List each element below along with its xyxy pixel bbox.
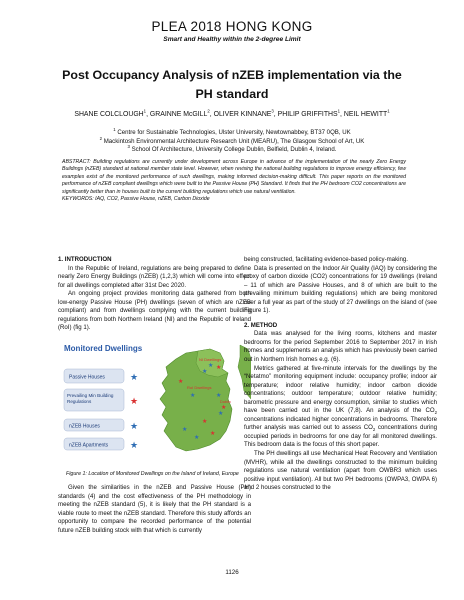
author-affiliation-mark: 2 (207, 108, 210, 114)
legend-item (64, 369, 138, 383)
section-heading-method: 2. METHOD (244, 321, 278, 329)
blue-star-icon: ★ (130, 421, 139, 432)
legend-item (64, 438, 138, 451)
section-heading-introduction: 1. INTRODUCTION (58, 256, 112, 263)
paragraph: An ongoing project provides monitoring data gathered from both low-energy Passive House (PH) dwellings (seven of which are nZEB compliant) and from dwellings complying with the current building regulations from both Northern Ireland (NI) and the Republic of Ireland (RoI) (fig 1). (58, 290, 251, 332)
dwelling-marker-icon: ★ (202, 367, 208, 375)
abstract (62, 159, 406, 203)
affiliation-text: Mackintosh Environmental Architecture Research Unit (MEARU), The Glasgow School of Art, UK (103, 137, 365, 145)
legend-item (64, 419, 138, 432)
map-label: Dublin (220, 399, 231, 404)
author-name: SHANE COLCLOUGH (74, 111, 144, 118)
affiliation-mark: 2 (99, 135, 102, 141)
paragraph: Given the similarities in the nZEB and Passive House (PH) standards (4) and the cost effectiveness of the PH methodology in meeting the nZEB standard (5), it is likely that the PH standard is a viable route to meet the nZEB standard. Therefore this study affords an opportunity to compare the recorded performance of the potential future nZEB building stock with that which is currently (58, 484, 251, 534)
affiliation (0, 146, 464, 155)
map-label: RoI Dwellings (187, 384, 212, 390)
legend-item (64, 389, 138, 411)
affiliation-list (0, 126, 464, 155)
paper-title-line-2: PH standard (195, 87, 269, 101)
author-name: NEIL HEWITT (343, 111, 388, 118)
blue-star-icon: ★ (130, 440, 139, 451)
author-affiliation-mark: 1 (387, 108, 390, 114)
monitored-dwellings-map (58, 339, 251, 467)
paragraph-text: concentrations during occupied periods in bedrooms for one day for all monitored dwellings. This bedroom data is the focus of this short paper. (244, 424, 437, 449)
author-affiliation-mark: 1 (337, 108, 341, 114)
dwelling-marker-icon: ★ (190, 391, 196, 399)
right-column (244, 256, 437, 493)
paragraph: being constructed, facilitating evidence-based policy-making. (244, 256, 408, 263)
paragraph: Data was analysed for the living rooms, kitchens and master bedrooms for the period September 2016 to September 2017 in Irish homes and supplements an analysis which has previously been carried out in Northern Irish homes e.g. (6). (244, 330, 437, 364)
legend-label: nZEB Houses (69, 423, 100, 430)
conference-subtitle: Smart and Healthy within the 2-degree Limit (163, 36, 301, 43)
abstract-text: Building regulations are currently under development across Europe in advance of the implementation of the nearly Zero Energy Buildings (nZEB) standard at national member state level. However, when revising the national building regulations to improve energy efficiency, few examples exist of the monitored performance of such dwellings, making informed decision-making difficult. This paper reports on the monitored performance of nZEB compliant dwellings which were built to the Passive House (PH) Standard. It finds that the PH bedroom CO2 concentrations are significantly better than in houses built to the current building regulations which use natural ventilation. (62, 159, 406, 195)
paragraph: Data is presented on the Indoor Air Quality (IAQ) by considering the proxy of carbon dioxide (CO2) concentrations for 19 dwellings (Ireland – 11 of which are Passive Houses, and 8 of which are built to the prevailing minimum building regulations) which are being monitored over a full year as part of the study of 27 dwellings on the island of (see Figure 1). (244, 264, 437, 315)
affiliation (0, 126, 464, 138)
dwelling-marker-icon: ★ (178, 377, 184, 385)
legend-label: nZEB Apartments (69, 442, 109, 449)
dwelling-marker-icon: ★ (216, 363, 222, 371)
dwelling-marker-icon: ★ (208, 361, 214, 369)
legend-label: Passive Houses (69, 374, 105, 381)
paragraph: The PH dwellings all use Mechanical Heat Recovery and Ventilation (MVHR), while all the dwellings constructed to the minimum building regulations use natural ventilation (apart from OWBR3 which uses positive input ventilation). All but two PH bedrooms (OWPA3, OWPA 6) and 2 houses constructed to the (244, 450, 437, 492)
author-affiliation-mark: 1 (143, 108, 147, 114)
paper-title-line-1: Post Occupancy Analysis of nZEB implementation via the (62, 68, 402, 82)
author-list: SHANE COLCLOUGH$^1$, GRAINNE McGILL$^2$, OLIVER KINNANE$^3$, PHILIP GRIFFITHS$^1$, NEIL HEWITT$^1$ (74, 108, 390, 118)
author-name: GRAINNE McGILL (149, 111, 208, 118)
conference-title: PLEA 2018 HONG KONG (151, 19, 313, 34)
affiliation-text: School Of Architecture, University College Dublin, Belfield, Dublin 4, Ireland. (131, 146, 337, 154)
paragraph-text: Metrics gathered at five-minute intervals for the dwellings by the “Netatmo” monitoring equipment include: occupancy profile; indoor air temperature; indoor relative humidity; indoor carbon dioxide concentrations; outdoor temperature; outdoor relative humidity; barometric pressure and energy consumption, similar to studies which have been carried out in the UK (7,8). An analysis of the CO (244, 364, 437, 415)
dwelling-marker-icon: ★ (210, 429, 216, 437)
author-name: PHILIP GRIFFITHS (277, 111, 338, 118)
affiliation-mark: 3 (127, 144, 130, 150)
page-number: 1126 (225, 569, 239, 576)
dwelling-marker-icon: ★ (194, 433, 200, 441)
figure-caption: Figure 1: Location of Monitored Dwellings on the Island of Ireland, Europe (66, 470, 239, 477)
dwelling-marker-icon: ★ (216, 391, 222, 399)
affiliation-text: Centre for Sustainable Technologies, Ulster University, Newtownabbey, BT37 0QB, UK (117, 129, 351, 136)
dwelling-marker-icon: ★ (218, 409, 224, 417)
abstract-label: ABSTRACT: (62, 159, 91, 165)
dwelling-marker-icon: ★ (182, 425, 188, 433)
keywords-label: KEYWORDS: (62, 196, 94, 203)
map-label: NI Dwellings (199, 356, 222, 362)
paragraph (244, 365, 437, 450)
paragraph: In the Republic of Ireland, regulations are being prepared to define nearly Zero Energy Buildings (nZEB) (1,2,3) which will come into effect for all dwellings completed after 31st Dec 2020. (58, 264, 251, 289)
red-star-icon: ★ (130, 396, 139, 407)
subscript: 2 (434, 410, 437, 416)
left-column (58, 256, 251, 535)
paragraph-text: concentrations indicated higher concentrations in bedrooms. Therefore further analysis was carried out to assess CO (244, 415, 437, 432)
paper-title (60, 66, 404, 104)
dwelling-marker-icon: ★ (221, 403, 227, 411)
figure-title: Monitored Dwellings (64, 343, 143, 353)
subscript: 2 (372, 427, 376, 433)
figure-monitored-dwellings (58, 339, 251, 467)
blue-star-icon: ★ (130, 372, 139, 383)
keywords-text: IAQ, CO2, Passive House, nZEB, Carbon Dioxide (95, 196, 210, 203)
author-name: OLIVER KINNANE (213, 111, 272, 118)
dwelling-marker-icon: ★ (202, 417, 208, 425)
legend-label: Prevailing Min Building Regulations (67, 392, 114, 404)
author-affiliation-mark: 3 (271, 108, 274, 114)
affiliation-mark: 1 (113, 126, 116, 132)
